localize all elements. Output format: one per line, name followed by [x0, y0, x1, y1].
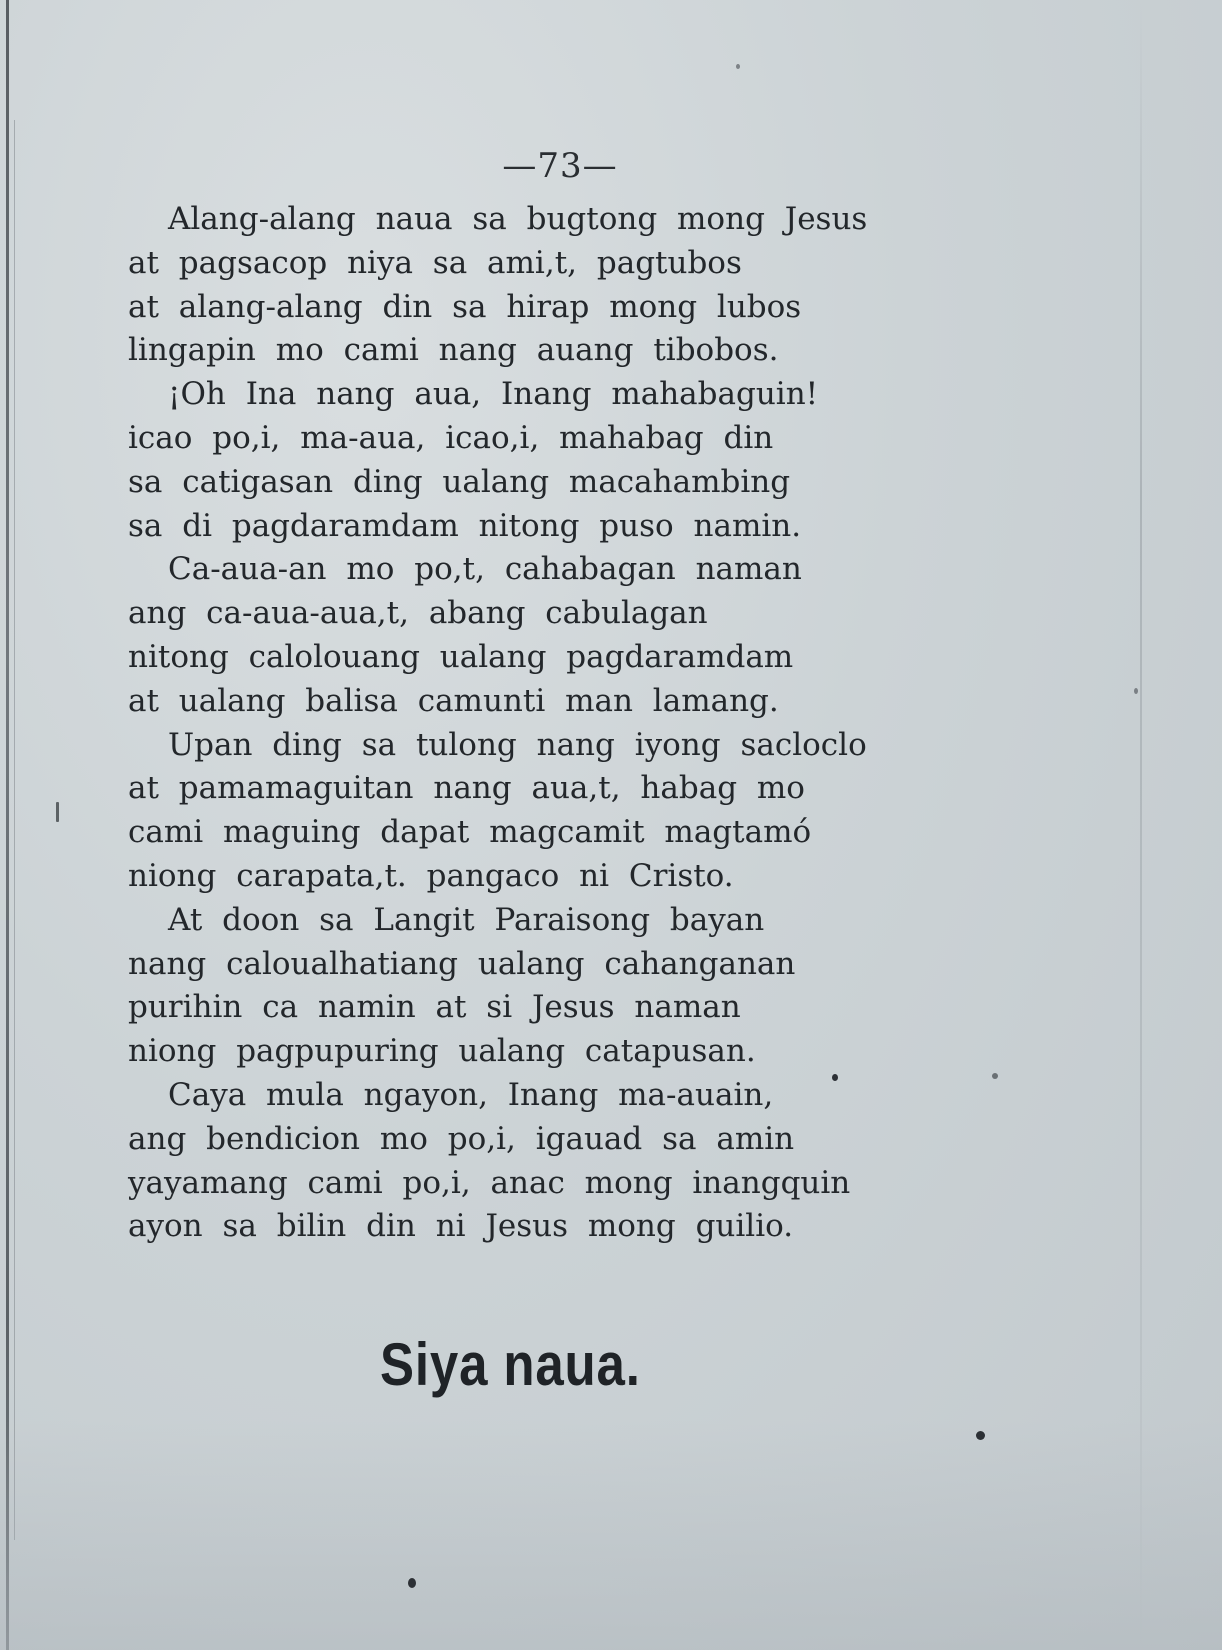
verse-line: at ualang balisa camunti man lamang. — [128, 682, 779, 719]
left-binding-edge — [6, 0, 9, 1650]
ink-speck — [832, 1074, 838, 1081]
verse-line: at pagsacop niya sa ami,t, pagtubos — [128, 244, 742, 281]
verse-line: cami maguing dapat magcamit magtamó — [128, 814, 812, 851]
left-margin-line — [14, 120, 15, 1540]
verse-line: icao po,i, ma-aua, icao,i, mahabag din — [128, 419, 774, 456]
verse-line: purihin ca namin at si Jesus naman — [128, 989, 741, 1026]
right-fold-shadow — [1140, 0, 1142, 1650]
verse-line: yayamang cami po,i, anac mong inangquin — [128, 1164, 851, 1201]
verse-line: ang bendicion mo po,i, igauad sa amin — [128, 1120, 795, 1157]
verse-line: ¡Oh Ina nang aua, Inang mahabaguin! — [168, 376, 819, 413]
page-number: —73— — [502, 146, 618, 186]
verse-line: at pamamaguitan nang aua,t, habag mo — [128, 770, 805, 807]
closing-amen: Siya naua. — [380, 1331, 641, 1398]
ink-speck — [736, 64, 740, 69]
verse-line: At doon sa Langit Paraisong bayan — [168, 901, 765, 938]
ink-speck — [1134, 688, 1138, 694]
verse-line: niong pagpupuring ualang catapusan. — [128, 1033, 756, 1070]
verse-line: Alang-alang naua sa bugtong mong Jesus — [168, 201, 868, 237]
prayer-verse-block — [128, 198, 928, 1249]
verse-line: sa catigasan ding ualang macahambing — [128, 463, 791, 500]
verse-line: lingapin mo cami nang auang tibobos. — [128, 332, 779, 369]
verse-line: sa di pagdaramdam nitong puso namin. — [128, 507, 802, 544]
verse-line: niong carapata,t. pangaco ni Cristo. — [128, 857, 734, 894]
bottom-paper-stain — [0, 1420, 1222, 1650]
verse-line: ang ca-aua-aua,t, abang cabulagan — [128, 595, 708, 632]
ink-speck — [976, 1431, 985, 1440]
verse-line: ayon sa bilin din ni Jesus mong guilio. — [128, 1208, 794, 1245]
verse-line: Upan ding sa tulong nang iyong sacloclo — [168, 726, 867, 763]
verse-line: at alang-alang din sa hirap mong lubos — [128, 288, 802, 325]
verse-line: Caya mula ngayon, Inang ma-auain, — [168, 1076, 774, 1113]
verse-line: nitong calolouang ualang pagdaramdam — [128, 638, 794, 675]
ink-speck — [56, 802, 59, 822]
verse-line: Ca-aua-an mo po,t, cahabagan naman — [168, 551, 802, 588]
ink-speck — [408, 1578, 416, 1588]
ink-speck — [992, 1073, 998, 1079]
verse-line: nang caloualhatiang ualang cahanganan — [128, 945, 796, 982]
